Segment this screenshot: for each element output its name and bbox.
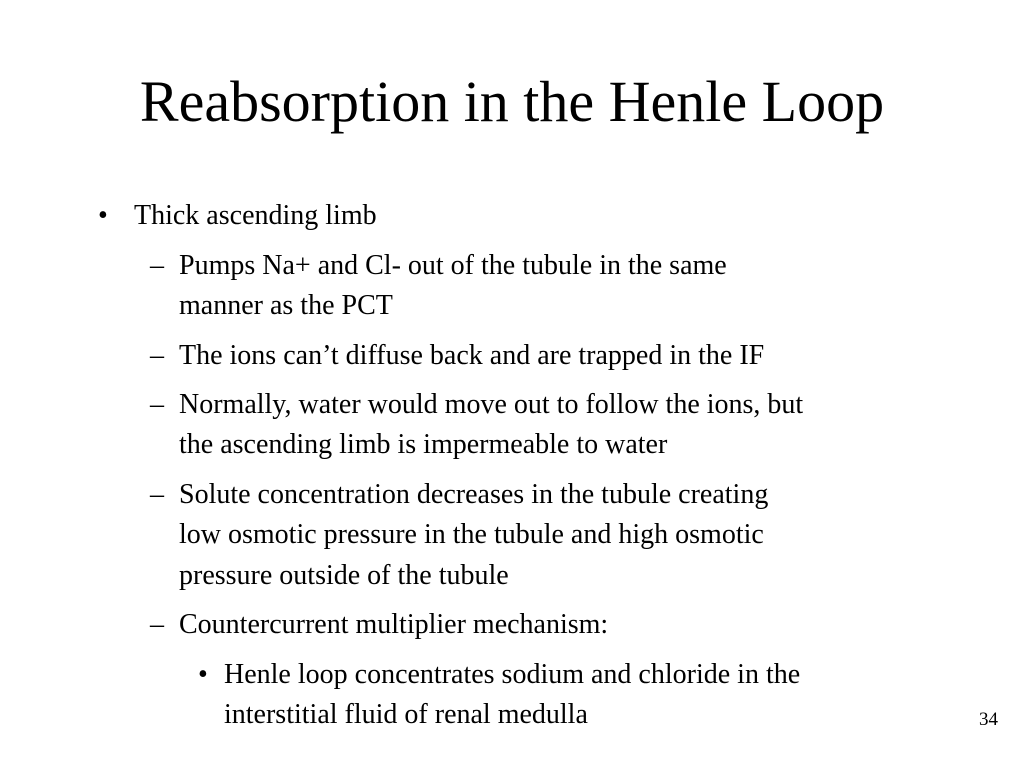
sub-sub-bullet-marker: •: [198, 659, 208, 690]
sub-bullet-text: manner as the PCT: [179, 290, 393, 321]
sub-bullet-text: Solute concentration decreases in the tubule creating: [179, 479, 769, 510]
sub-bullet-marker: –: [150, 609, 164, 640]
sub-bullet-marker: –: [150, 389, 164, 420]
sub-bullet-text: Pumps Na+ and Cl- out of the tubule in the same: [179, 250, 727, 281]
sub-bullet-text: pressure outside of the tubule: [179, 560, 509, 591]
slide-number: 34: [979, 709, 998, 730]
sub-bullet-text: Countercurrent multiplier mechanism:: [179, 609, 609, 640]
sub-bullet-text: low osmotic pressure in the tubule and high osmotic: [179, 519, 764, 550]
sub-sub-bullet-text: interstitial fluid of renal medulla: [224, 699, 588, 730]
sub-bullet-marker: –: [150, 479, 164, 510]
sub-bullet-text: The ions can’t diffuse back and are trapped in the IF: [179, 340, 765, 371]
sub-sub-bullet-text: Henle loop concentrates sodium and chloride in the: [224, 659, 801, 690]
bullet-marker: •: [98, 200, 108, 231]
sub-bullet-marker: –: [150, 250, 164, 281]
sub-bullet-marker: –: [150, 340, 164, 371]
sub-bullet-text: the ascending limb is impermeable to water: [179, 429, 668, 460]
slide-title: Reabsorption in the Henle Loop: [139, 69, 885, 134]
bullet-text: Thick ascending limb: [134, 200, 377, 231]
sub-bullet-text: Normally, water would move out to follow the ions, but: [179, 389, 804, 420]
